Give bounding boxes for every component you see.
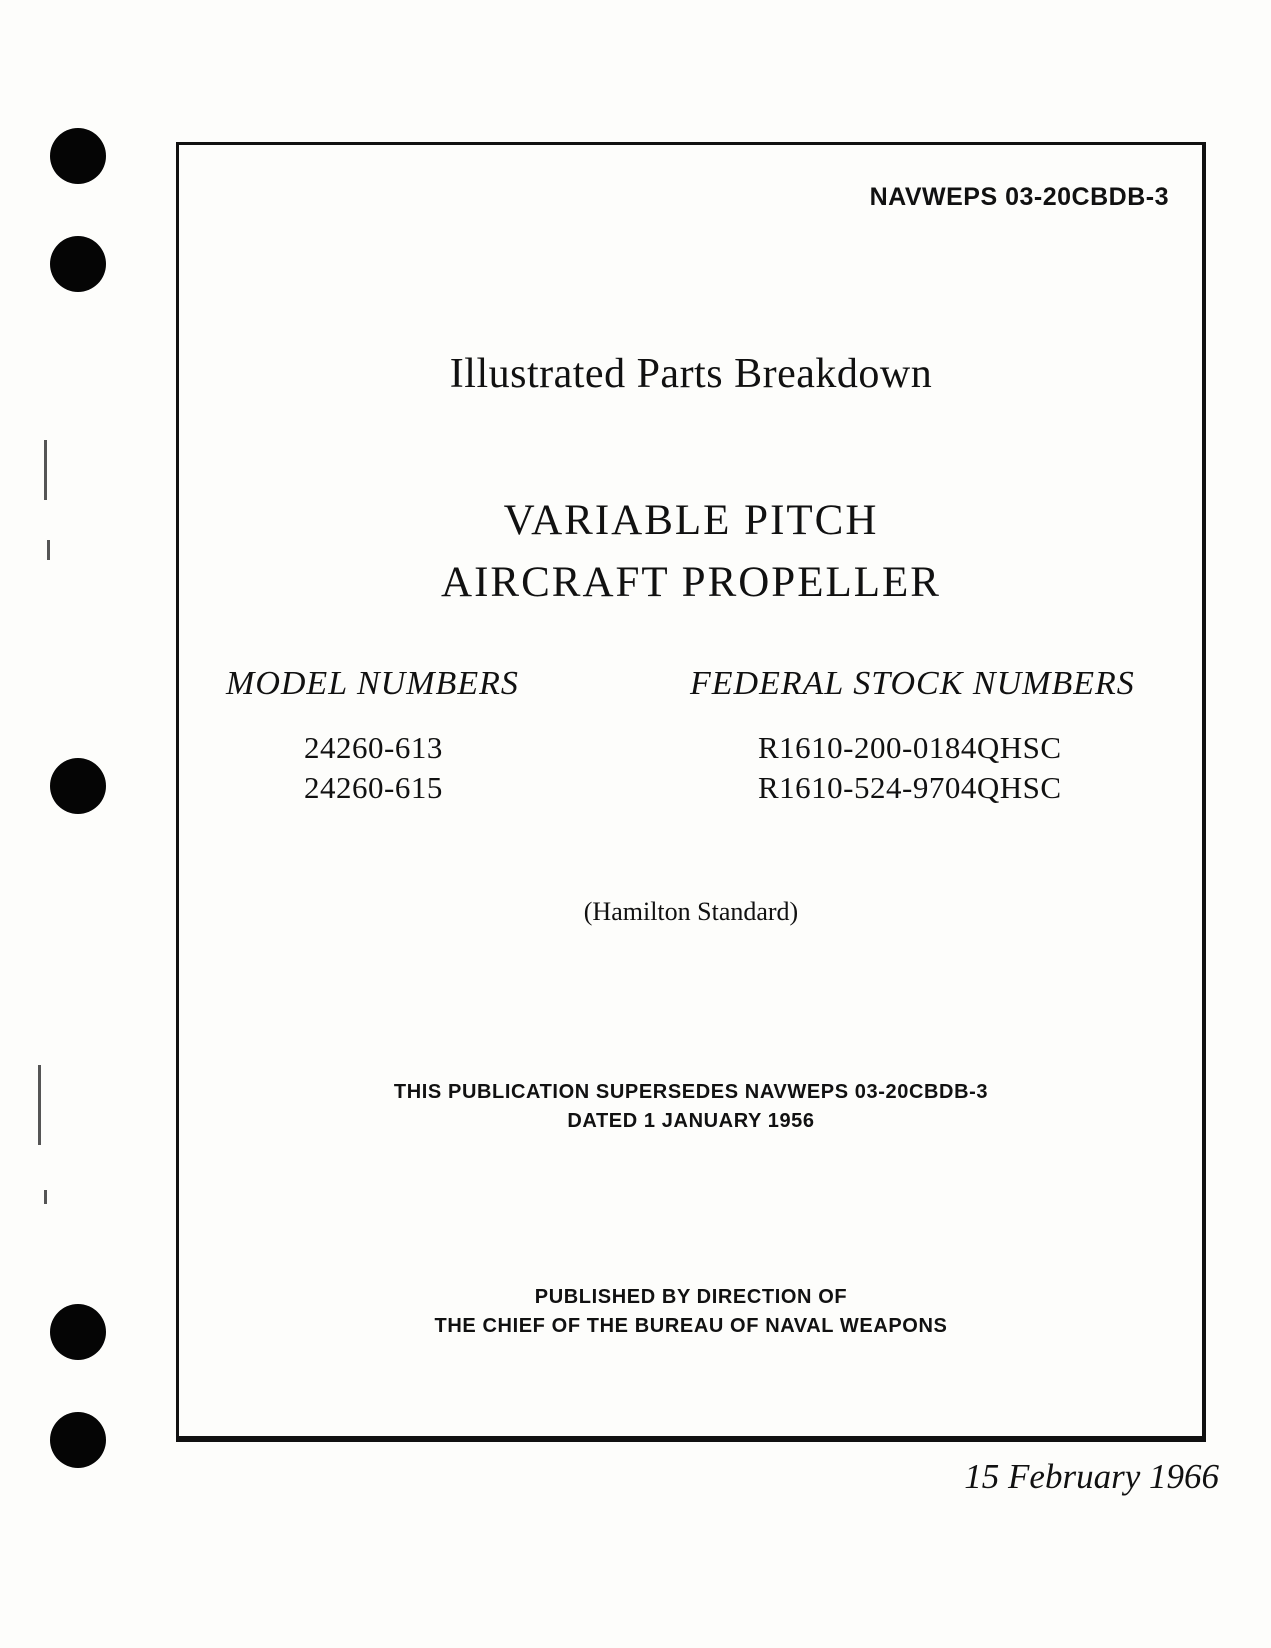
scan-mark — [44, 1190, 47, 1204]
binder-hole-2 — [50, 236, 106, 292]
document-number: NAVWEPS 03-20CBDB-3 — [869, 183, 1169, 211]
federal-stock-number: R1610-200-0184QHSC — [758, 730, 1062, 765]
scan-mark — [47, 540, 50, 560]
model-numbers-heading: MODEL NUMBERS — [226, 665, 519, 702]
binder-hole-1 — [50, 128, 106, 184]
binder-hole-3 — [50, 758, 106, 814]
publication-type-title: Illustrated Parts Breakdown — [449, 351, 933, 397]
supersedes-notice-line-1: THIS PUBLICATION SUPERSEDES NAVWEPS 03-20CBDB-3 — [393, 1081, 989, 1103]
federal-stock-number: R1610-524-9704QHSC — [758, 770, 1062, 805]
supersedes-notice-line-2: DATED 1 JANUARY 1956 — [567, 1110, 815, 1132]
binder-hole-5 — [50, 1412, 106, 1468]
model-number: 24260-613 — [304, 730, 443, 765]
publisher-line-2: THE CHIEF OF THE BUREAU OF NAVAL WEAPONS — [434, 1315, 948, 1337]
binder-hole-4 — [50, 1304, 106, 1360]
scan-mark — [38, 1065, 41, 1145]
model-number: 24260-615 — [304, 770, 443, 805]
publisher-line-1: PUBLISHED BY DIRECTION OF — [534, 1286, 848, 1308]
main-title-line-1: VARIABLE PITCH — [503, 497, 879, 544]
main-title-line-2: AIRCRAFT PROPELLER — [441, 559, 941, 606]
scan-mark — [44, 440, 47, 500]
issue-date: 15 February 1966 — [964, 1457, 1219, 1496]
manufacturer: (Hamilton Standard) — [583, 897, 799, 926]
federal-stock-numbers-heading: FEDERAL STOCK NUMBERS — [690, 665, 1135, 702]
